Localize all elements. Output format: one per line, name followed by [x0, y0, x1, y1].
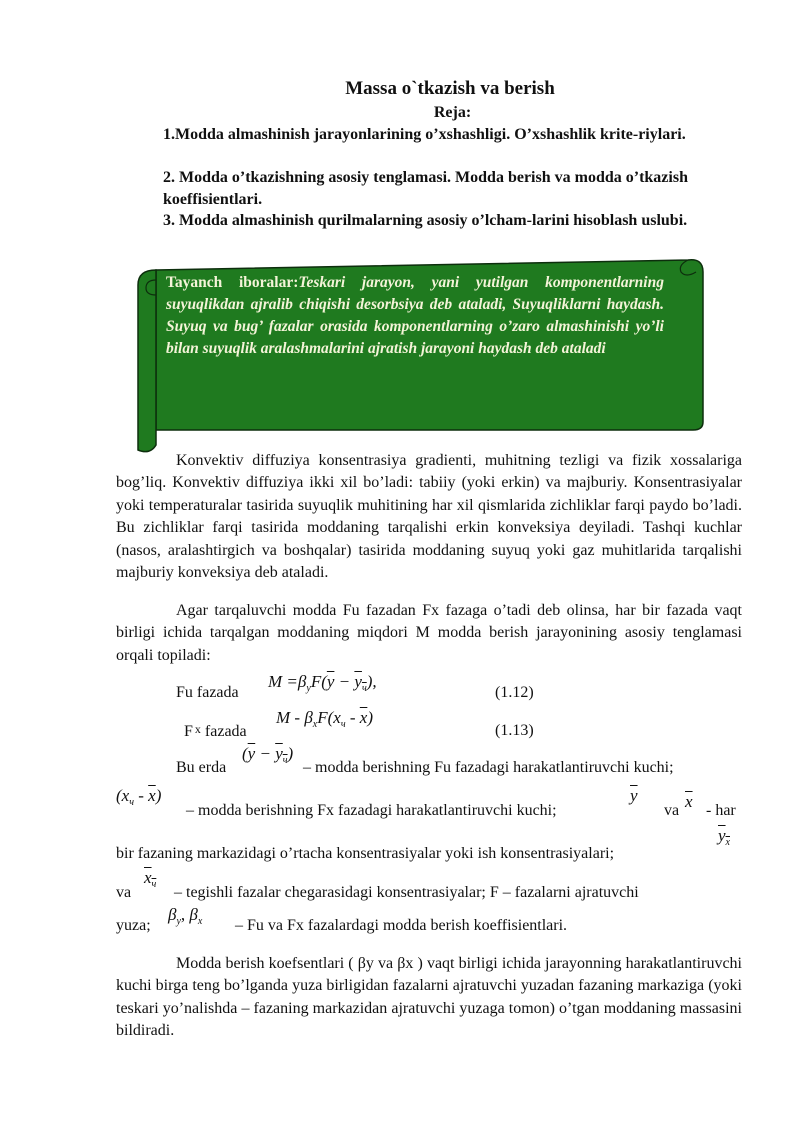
paragraph-1 — [116, 450, 742, 584]
driving-force-y: $(\overline{y} - y_ч)$ — [242, 744, 294, 766]
y-mean-symbol: $\overline{y}$ — [630, 786, 638, 805]
where-text-5: – tegishli fazalar chegarasidagi konsentrasiyalar; F – fazalarni ajratuvchi — [174, 884, 639, 901]
keywords-text — [166, 272, 664, 360]
where-text-4: bir fazaning markazidagi o’rtacha konsentrasiyalar yoki ish konsentrasiyalari; — [116, 845, 615, 862]
eq2-number: (1.13) — [495, 722, 534, 739]
eq2-label — [184, 722, 247, 741]
where-text-1: – modda berishning Fu fazadagi harakatlantiruvchi kuchi; — [303, 759, 674, 776]
plan-item-3: 3. Modda almashinish qurilmalarning asosiy o’lcham-larini hisoblash uslubi. — [163, 212, 688, 229]
keywords-label: Tayanch iboralar: — [166, 274, 299, 291]
eq2-label-x: x — [194, 722, 201, 736]
equation-2: M - $\beta_xF(x_ч - \overline{x})$ — [276, 708, 374, 730]
driving-force-x: $(x_ч - \overline{x})$ — [116, 786, 162, 808]
keywords-body: Teskari jarayon, yani yutilgan komponentlarning suyuqlikdan ajralib chiqishi desorbsiya deb ataladi, Suyuqliklarni haydash. Suyuq va bug’ fazalar orasida komponentlarning o’zaro almashinishi yo’li bilan suyuqlik aralashmalarini ajratish jarayoni haydash deb ataladi — [166, 274, 664, 357]
equation-1: $M =\beta_yF(\overline{y} - y_ч)$, — [268, 672, 377, 694]
plan-item-1: 1.Modda almashinish jarayonlarining o’xshashligi. O’xshashlik krite-riylari. — [163, 126, 686, 143]
page-title: Massa o`tkazish va berish — [345, 78, 555, 99]
eq1-label: Fu fazada — [176, 684, 239, 701]
paragraph-4 — [116, 953, 742, 1043]
x-mean-symbol: $\overline{x}$ — [685, 792, 693, 811]
where-text-7: – Fu va Fx fazalardagi modda berish koeffisientlari. — [235, 917, 568, 934]
paragraph-2-text: Agar tarqaluvchi modda Fu fazadan Fx fazaga o’tadi deb olinsa, har bir fazada vaqt birligi ichida tarqalgan moddaning miqdori M modda berish jarayonining asosiy tenglamasi orqali topiladi: — [116, 602, 742, 664]
plan-item-2: 2. Modda o’tkazishning asosiy tenglamasi. Modda berish va modda o’tkazish koeffisientlari. — [163, 169, 688, 208]
paragraph-4-text: Modda berish koefsentlari ( βy va βx ) vaqt birligi ichida jarayonning harakatlantiruvchi kuchi birga teng bo’lganda yuza birligidan fazalarni ajratuvchi yuzadan fazaning markaziga (yoki teskari yo’nalishda – fazaning markazidan ajratuvchi yuzaga tomon) o’tgan moddaning massasini bildiradi. — [116, 955, 742, 1040]
where-text-3: - har — [706, 802, 736, 819]
where-va-1: va — [664, 802, 680, 819]
where-intro: Bu erda — [176, 759, 227, 776]
paragraph-1-text: Konvektiv diffuziya konsentrasiya gradienti, muhitning tezligi va fizik xossalariga bog’liq. Konvektiv diffuziya ikki xil bo’ladi: tabiiy (yoki erkin) va majburiy. Konsentrasiyalar yoki temperaturalar tasirida suyuqlik muhitining har xil qismlarida zichliklar farqi paydo bo’ladi. Bu zichliklar farqi tasirida moddaning tarqalishi erkin konveksiya deyiladi. Tashqi kuchlar (nasos, aralashtirgich va boshqalar) tasirida moddaning suyuq yoki gaz muhitlarida tarqalishi majburiy konveksiya deb ataladi. — [116, 452, 742, 582]
paragraph-2 — [116, 600, 742, 667]
where-text-6: yuza; — [116, 917, 151, 934]
where-text-2: – modda berishning Fx fazadagi harakatlantiruvchi kuchi; — [186, 802, 557, 819]
eq1-number: (1.12) — [495, 684, 534, 701]
x-interface-symbol: $x_ч$ — [144, 868, 157, 890]
where-va-2: va — [116, 884, 132, 901]
y-interface-symbol: $y_x$ — [718, 826, 730, 848]
eq2-label-suffix: fazada — [204, 723, 247, 740]
plan-heading: Reja: — [433, 104, 472, 121]
beta-y-x-symbols: $\beta_y$, $\beta_x$ — [168, 905, 203, 927]
eq2-label-prefix: F — [184, 723, 193, 740]
